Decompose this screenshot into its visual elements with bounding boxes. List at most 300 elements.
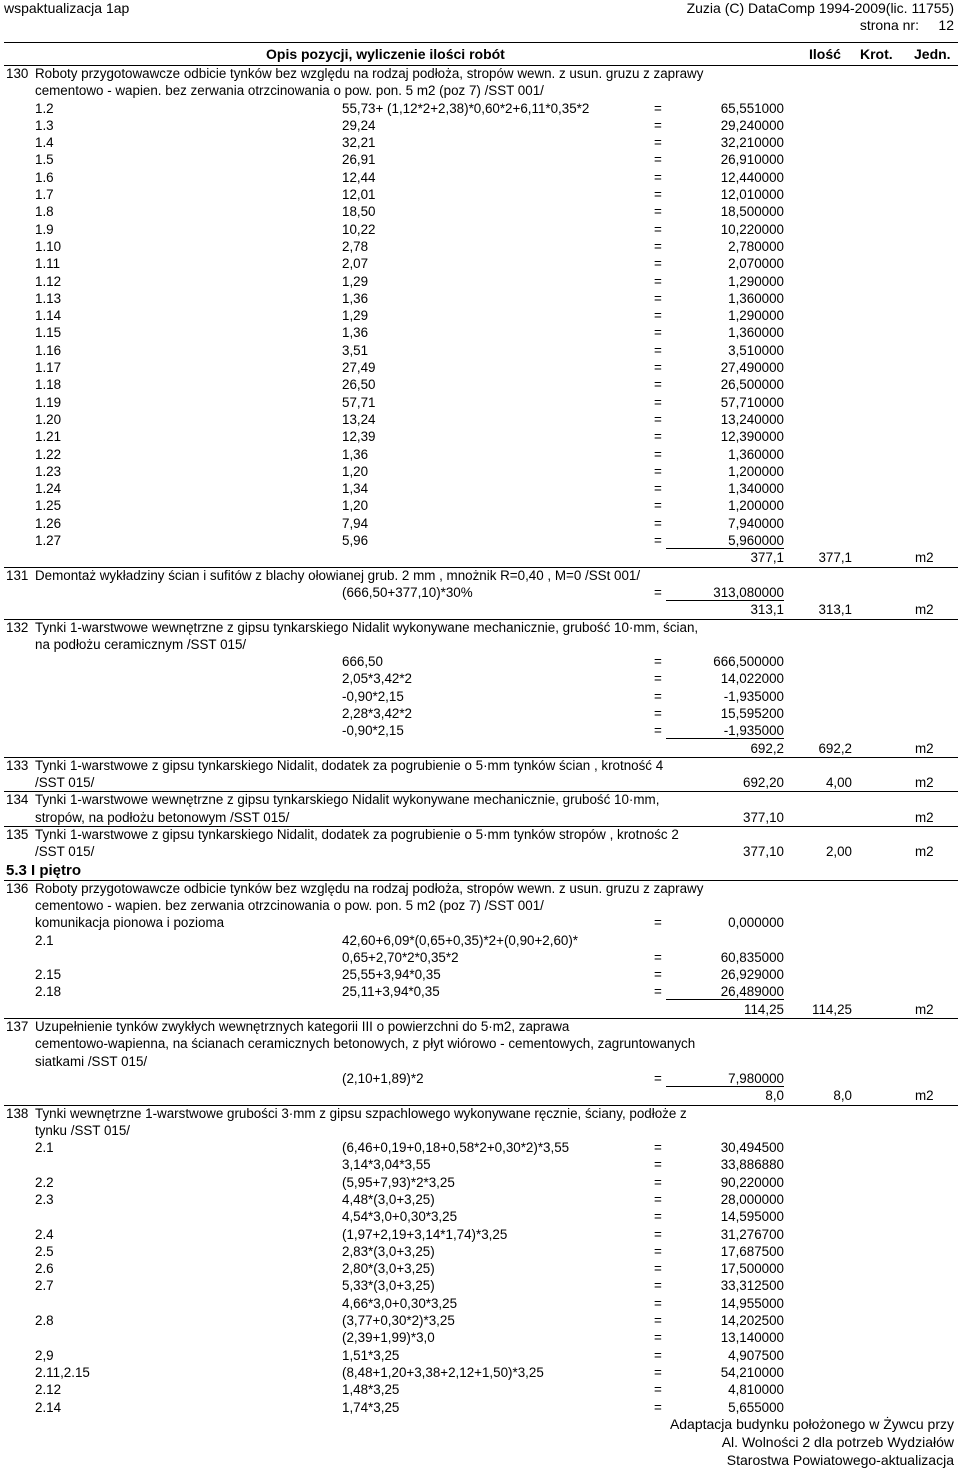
calc-code: 1.3 [35, 117, 54, 133]
column-header [4, 42, 958, 66]
calc-formula: 32,21 [342, 135, 376, 151]
calc-formula: (2,39+1,99)*3,0 [342, 1330, 435, 1346]
calculation-row [0, 949, 960, 966]
calc-code: 2.2 [35, 1174, 54, 1190]
footer-line-2: Al. Wolności 2 dla potrzeb Wydziałów [721, 1434, 954, 1450]
calc-result: 3,510000 [728, 342, 784, 358]
calc-code: 1.7 [35, 187, 54, 203]
calc-formula: 26,91 [342, 152, 376, 168]
calc-result: 1,340000 [728, 481, 784, 497]
position-number: 130 [6, 66, 29, 81]
calculation-row [0, 1243, 960, 1260]
equals-sign: = [654, 100, 662, 116]
col-qty: Ilość [809, 46, 841, 62]
multiplier: 4,00 [825, 775, 852, 791]
calc-result: 26,929000 [720, 967, 784, 983]
equals-sign: = [654, 533, 662, 549]
calc-result: 5,960000 [728, 533, 784, 549]
calculation-row [0, 238, 960, 255]
calc-total: 114,25 [744, 1001, 784, 1017]
calc-formula: 1,36 [342, 325, 369, 341]
quantity: 114,25 [812, 1001, 852, 1017]
description-line [0, 636, 960, 653]
calc-formula: 5,33*(3,0+3,25) [342, 1278, 435, 1294]
calc-formula: 5,96 [342, 533, 369, 549]
calc-code: 1.21 [35, 429, 62, 445]
calc-code: 2.15 [35, 967, 62, 983]
calc-formula: 25,11+3,94*0,35 [342, 984, 440, 1000]
calc-code: 2.4 [35, 1226, 54, 1242]
calc-result: 4,907500 [728, 1347, 784, 1363]
calc-result: 65,551000 [720, 100, 784, 116]
calculation-row [0, 515, 960, 532]
quantity: 377,10 [743, 844, 784, 860]
calc-code: 2.11,2.15 [35, 1364, 90, 1380]
calc-result: 14,595000 [720, 1209, 784, 1225]
equals-sign: = [654, 481, 662, 497]
equals-sign: = [654, 187, 662, 203]
position-description: Roboty przygotowawcze odbicie tynków bez względu na rodzaj podłoża, stropów wewn. z usun. gruzu z zaprawy [35, 66, 704, 81]
equals-sign: = [654, 1399, 662, 1415]
calc-result: 26,910000 [720, 152, 784, 168]
calc-code: 2.3 [35, 1192, 54, 1207]
calc-formula: 2,80*(3,0+3,25) [342, 1261, 435, 1277]
calculation-row [0, 221, 960, 238]
calc-formula: 1,36 [342, 446, 369, 462]
position-description: siatkami /SST 015/ [35, 1053, 148, 1069]
calc-code: 1.14 [35, 308, 62, 324]
calc-formula: 27,49 [342, 360, 376, 376]
calc-result: 5,655000 [728, 1399, 784, 1415]
equals-sign: = [654, 723, 662, 739]
calculation-row [0, 203, 960, 220]
sum-row [0, 740, 960, 757]
equals-sign: = [654, 705, 662, 721]
quantity: 313,1 [818, 602, 852, 618]
calc-code: 2.14 [35, 1399, 62, 1415]
calc-code: 1.9 [35, 221, 54, 237]
calculation-row [0, 324, 960, 341]
calc-result: 28,000000 [720, 1192, 784, 1207]
equals-sign: = [654, 273, 662, 289]
calc-result: 14,955000 [720, 1295, 784, 1311]
position-description: cementowo-wapienna, na ścianach ceramicznych betonowych, z płyt wiórowo - cementowych, zagruntowanych [35, 1036, 696, 1052]
equals-sign: = [654, 117, 662, 133]
equals-sign: = [654, 1243, 662, 1259]
equals-sign: = [654, 1192, 662, 1207]
calc-result: 26,489000 [720, 984, 784, 1000]
calc-code: 1.4 [35, 135, 54, 151]
sum-row [0, 601, 960, 618]
equals-sign: = [654, 377, 662, 393]
col-krot: Krot. [860, 46, 893, 62]
calc-result: 666,500000 [713, 654, 784, 670]
calc-code: 1.15 [35, 325, 62, 341]
description-line [0, 1122, 960, 1139]
position-description: Tynki wewnętrzne 1-warstwowe grubości 3·mm z gipsu szpachlowego wykonywane ręcznie, ściany, podłoże z [35, 1105, 687, 1121]
calc-formula: 2,05*3,42*2 [342, 671, 412, 687]
calculation-row [0, 117, 960, 134]
calc-result: -1,935000 [723, 688, 784, 704]
calc-formula: (666,50+377,10)*30% [342, 584, 473, 600]
calc-code: 1.26 [35, 515, 62, 531]
calc-result: 1,360000 [728, 446, 784, 462]
calculation-row [0, 1364, 960, 1381]
calc-code: 1.13 [35, 290, 62, 306]
calculation-row [0, 428, 960, 445]
calc-code: 1.25 [35, 498, 62, 514]
unit: m2 [915, 1001, 934, 1017]
calculation-row [0, 688, 960, 705]
calc-code: 1.10 [35, 238, 62, 254]
calc-result: 31,276700 [720, 1226, 784, 1242]
calc-result: 1,290000 [728, 273, 784, 289]
calc-formula: 3,51 [342, 342, 369, 358]
quantity: 692,2 [818, 740, 852, 756]
calc-result: -1,935000 [723, 723, 784, 739]
unit: m2 [915, 740, 934, 756]
equals-sign: = [654, 394, 662, 410]
calc-result: 27,490000 [720, 360, 784, 376]
equals-sign: = [654, 360, 662, 376]
quantity: 377,1 [818, 550, 852, 566]
unit: m2 [915, 844, 934, 860]
calc-formula: -0,90*2,15 [342, 723, 404, 739]
program-info [687, 0, 954, 34]
section-title: 5.3 I piętro [6, 861, 82, 879]
calc-formula: 1,34 [342, 481, 369, 497]
equals-sign: = [654, 463, 662, 479]
calc-formula: 26,50 [342, 377, 376, 393]
calc-formula: 12,01 [342, 187, 376, 203]
calc-result: 33,886880 [720, 1157, 784, 1173]
page-header [0, 0, 960, 40]
unit: m2 [915, 550, 934, 566]
license-text: Zuzia (C) DataComp 1994-2009(lic. 11755) [686, 0, 954, 16]
quantity: 8,0 [833, 1088, 852, 1104]
calc-result: 12,010000 [720, 187, 784, 203]
equals-sign: = [654, 290, 662, 306]
calc-result: 26,500000 [720, 377, 784, 393]
calc-code: 2.7 [35, 1278, 54, 1294]
calc-formula: 1,48*3,25 [342, 1382, 400, 1398]
calc-result: 18,500000 [720, 204, 784, 220]
description-line [0, 82, 960, 99]
calculation-row [0, 394, 960, 411]
position-row [0, 826, 960, 843]
position-description: Uzupełnienie tynków zwykłych wewnętrznych kategorii III o powierzchni do 5·m2, zaprawa [35, 1019, 570, 1035]
calc-result: 57,710000 [720, 394, 784, 410]
calc-formula: -0,90*2,15 [342, 688, 404, 704]
position-description: stropów, na podłożu betonowym /SST 015/ [35, 809, 290, 825]
position-number: 138 [6, 1105, 29, 1121]
equals-sign: = [654, 1295, 662, 1311]
calculation-row [0, 584, 960, 601]
calc-code: 1.2 [35, 100, 54, 116]
calc-result: 14,022000 [720, 671, 784, 687]
calc-formula: 4,48*(3,0+3,25) [342, 1192, 435, 1207]
equals-sign: = [654, 308, 662, 324]
page-label: strona nr: [859, 17, 919, 33]
equals-sign: = [654, 1174, 662, 1190]
calculation-row [0, 914, 960, 931]
calc-result: 313,080000 [713, 584, 784, 600]
section-heading [0, 861, 960, 880]
calc-code: 1.19 [35, 394, 62, 410]
col-unit: Jedn. [914, 46, 951, 62]
position-description: cementowo - wapien. bez zerwania otrzcinowania o pow. pon. 5 m2 (poz 7) /SST 001/ [35, 83, 544, 99]
calculation-row [0, 290, 960, 307]
position-description: /SST 015/ [35, 844, 95, 860]
footer-line-3: Starostwa Powiatowego-aktualizacja [726, 1452, 954, 1468]
calc-result: 1,360000 [728, 290, 784, 306]
calc-formula: 2,07 [342, 256, 369, 272]
description-line [0, 897, 960, 914]
calculation-row [0, 359, 960, 376]
calc-formula: 42,60+6,09*(0,65+0,35)*2+(0,90+2,60)* [342, 932, 579, 948]
position-description: Tynki 1-warstwowe z gipsu tynkarskiego Nidalit, dodatek za pogrubienie o 5·mm tynków ścian , krotność 4 [35, 757, 664, 773]
position-description: Demontaż wykładziny ścian i sufitów z blachy ołowianej grub. 2 mm , mnożnik R=0,40 , M=0 /SSt 001/ [35, 567, 641, 583]
description-line [0, 1035, 960, 1052]
equals-sign: = [654, 411, 662, 427]
calc-total: 692,2 [750, 740, 784, 756]
calc-formula: 25,55+3,94*0,35 [342, 967, 441, 983]
calculation-row [0, 463, 960, 480]
quantity: 377,10 [743, 809, 784, 825]
unit: m2 [915, 1088, 934, 1104]
calc-result: 7,980000 [728, 1070, 784, 1086]
calc-code: 1.12 [35, 273, 62, 289]
calc-formula: 1,20 [342, 463, 369, 479]
calc-formula: 55,73+ (1,12*2+2,38)*0,60*2+6,11*0,35*2 [342, 100, 590, 116]
position-row [0, 757, 960, 774]
page-number-line [687, 17, 954, 34]
calc-formula: 7,94 [342, 515, 369, 531]
calculation-row [0, 446, 960, 463]
position-row [0, 1105, 960, 1122]
calculation-row [0, 705, 960, 722]
calc-code: 1.27 [35, 533, 62, 549]
description-line [0, 843, 960, 860]
calculation-row [0, 722, 960, 739]
calc-result: 54,210000 [720, 1364, 784, 1380]
calc-result: 13,140000 [720, 1330, 784, 1346]
position-description: Tynki 1-warstwowe wewnętrzne z gipsu tynkarskiego Nidalit wykonywane mechanicznie, grubość 10·mm, [35, 792, 660, 808]
equals-sign: = [654, 1209, 662, 1225]
equals-sign: = [654, 1330, 662, 1346]
calculation-row [0, 1312, 960, 1329]
equals-sign: = [654, 967, 662, 983]
calculation-row [0, 1156, 960, 1173]
calc-code: 2.18 [35, 984, 62, 1000]
calculation-row [0, 670, 960, 687]
equals-sign: = [654, 1382, 662, 1398]
calc-result: 15,595200 [720, 705, 784, 721]
equals-sign: = [654, 1364, 662, 1380]
calculation-row [0, 342, 960, 359]
calc-result: 33,312500 [720, 1278, 784, 1294]
calc-formula: 29,24 [342, 117, 376, 133]
calc-result: 7,940000 [728, 515, 784, 531]
sum-row [0, 1087, 960, 1104]
quantity: 692,20 [743, 775, 784, 791]
page-number: 12 [938, 17, 954, 33]
calc-result: 32,210000 [720, 135, 784, 151]
calc-code: 1.11 [35, 256, 61, 272]
position-number: 136 [6, 880, 29, 896]
calculation-row [0, 1191, 960, 1208]
calculation-row [0, 411, 960, 428]
equals-sign: = [654, 498, 662, 514]
calc-label: komunikacja pionowa i pozioma [35, 915, 225, 931]
calc-code: 2.1 [35, 1140, 54, 1156]
calc-formula: 2,78 [342, 238, 369, 254]
calc-formula: (8,48+1,20+3,38+2,12+1,50)*3,25 [342, 1364, 544, 1380]
position-description: Roboty przygotowawcze odbicie tynków bez względu na rodzaj podłoża, stropów wewn. z usun. gruzu z zaprawy [35, 880, 704, 896]
calc-result: 10,220000 [720, 221, 784, 237]
calculation-row [0, 255, 960, 272]
calc-result: 13,240000 [720, 411, 784, 427]
calc-code: 1.16 [35, 342, 62, 358]
position-description: Tynki 1-warstwowe wewnętrzne z gipsu tynkarskiego Nidalit wykonywane mechanicznie, grubość 10·mm, ścian, [35, 619, 699, 635]
equals-sign: = [654, 169, 662, 185]
unit: m2 [915, 775, 934, 791]
file-name: wspaktualizacja 1ap [4, 0, 130, 16]
calc-formula: 2,28*3,42*2 [342, 705, 412, 721]
equals-sign: = [654, 1313, 662, 1329]
calculation-row [0, 983, 960, 1000]
position-number: 135 [6, 827, 29, 843]
calc-code: 2.12 [35, 1382, 62, 1398]
calc-result: 4,810000 [728, 1382, 784, 1398]
calculation-row [0, 1260, 960, 1277]
equals-sign: = [654, 1140, 662, 1156]
calc-result: 30,494500 [720, 1140, 784, 1156]
equals-sign: = [654, 688, 662, 704]
calc-result: 60,835000 [720, 949, 784, 965]
calc-formula: (3,77+0,30*2)*3,25 [342, 1313, 455, 1329]
position-number: 131 [6, 567, 29, 583]
position-number: 134 [6, 792, 29, 808]
calc-result: 1,360000 [728, 325, 784, 341]
position-description: Tynki 1-warstwowe z gipsu tynkarskiego Nidalit, dodatek za pogrubienie o 5·mm tynków stropów , krotnośc 2 [35, 827, 679, 843]
description-line [0, 1053, 960, 1070]
calc-result: 29,240000 [720, 117, 784, 133]
calc-formula: 4,66*3,0+0,30*3,25 [342, 1295, 458, 1311]
calc-formula: 1,74*3,25 [342, 1399, 400, 1415]
calculation-row [0, 1399, 960, 1416]
calc-result: 12,390000 [720, 429, 784, 445]
calc-code: 1.17 [35, 360, 62, 376]
calc-result: 14,202500 [720, 1313, 784, 1329]
calc-formula: 18,50 [342, 204, 376, 220]
calc-formula: 12,44 [342, 169, 376, 185]
position-number: 137 [6, 1019, 29, 1035]
position-number: 132 [6, 619, 29, 635]
calculation-row [0, 1347, 960, 1364]
equals-sign: = [654, 429, 662, 445]
calc-formula: 2,83*(3,0+3,25) [342, 1243, 435, 1259]
equals-sign: = [654, 238, 662, 254]
equals-sign: = [654, 654, 662, 670]
sum-row [0, 549, 960, 566]
position-row [0, 567, 960, 584]
sum-row [0, 1001, 960, 1018]
calc-result: 1,200000 [728, 463, 784, 479]
calc-result: 90,220000 [720, 1174, 784, 1190]
calculation-row [0, 100, 960, 117]
equals-sign: = [654, 221, 662, 237]
calculation-row [0, 1070, 960, 1087]
equals-sign: = [654, 949, 662, 965]
calculation-row [0, 1381, 960, 1398]
position-row [0, 619, 960, 636]
calc-formula: 1,29 [342, 308, 369, 324]
equals-sign: = [654, 984, 662, 1000]
equals-sign: = [654, 1070, 662, 1086]
calc-formula: 12,39 [342, 429, 376, 445]
equals-sign: = [654, 1278, 662, 1294]
page-footer [670, 1415, 954, 1469]
calc-code: 1.23 [35, 463, 62, 479]
calc-formula: (2,10+1,89)*2 [342, 1070, 424, 1086]
calc-formula: (5,95+7,93)*2*3,25 [342, 1174, 455, 1190]
calc-total: 8,0 [765, 1088, 784, 1104]
calc-formula: 0,65+2,70*2*0,35*2 [342, 949, 459, 965]
position-description: tynku /SST 015/ [35, 1122, 131, 1138]
calculation-row [0, 169, 960, 186]
calc-formula: 1,29 [342, 273, 369, 289]
unit: m2 [915, 809, 934, 825]
equals-sign: = [654, 1261, 662, 1277]
unit: m2 [915, 602, 934, 618]
description-line [0, 809, 960, 826]
cost-table [0, 65, 960, 1416]
footer-line-1: Adaptacja budynku położonego w Żywcu przy [669, 1416, 954, 1432]
calculation-row [0, 1277, 960, 1294]
equals-sign: = [654, 342, 662, 358]
multiplier: 2,00 [825, 844, 852, 860]
calc-formula: (1,97+2,19+3,14*1,74)*3,25 [342, 1226, 508, 1242]
calculation-row [0, 480, 960, 497]
col-desc: Opis pozycji, wyliczenie ilości robót [266, 46, 505, 62]
calc-result: 17,500000 [720, 1261, 784, 1277]
calc-formula: 1,51*3,25 [342, 1347, 400, 1363]
calculation-row [0, 1295, 960, 1312]
calc-result: 0,000000 [728, 915, 784, 931]
calc-formula: (6,46+0,19+0,18+0,58*2+0,30*2)*3,55 [342, 1140, 570, 1156]
calc-code: 2.5 [35, 1243, 54, 1259]
position-row [0, 1018, 960, 1035]
calc-result: 2,780000 [728, 238, 784, 254]
calculation-row [0, 653, 960, 670]
equals-sign: = [654, 152, 662, 168]
equals-sign: = [654, 325, 662, 341]
calc-total: 313,1 [750, 602, 784, 618]
equals-sign: = [654, 1226, 662, 1242]
calculation-row [0, 151, 960, 168]
calc-code: 1.5 [35, 152, 54, 168]
calculation-row [0, 1329, 960, 1346]
position-number: 133 [6, 757, 29, 773]
position-description: /SST 015/ [35, 775, 95, 791]
calc-code: 2,9 [35, 1347, 54, 1363]
equals-sign: = [654, 446, 662, 462]
calc-total: 377,1 [750, 550, 784, 566]
calc-code: 1.6 [35, 169, 54, 185]
calculation-row [0, 134, 960, 151]
calculation-row [0, 1139, 960, 1156]
